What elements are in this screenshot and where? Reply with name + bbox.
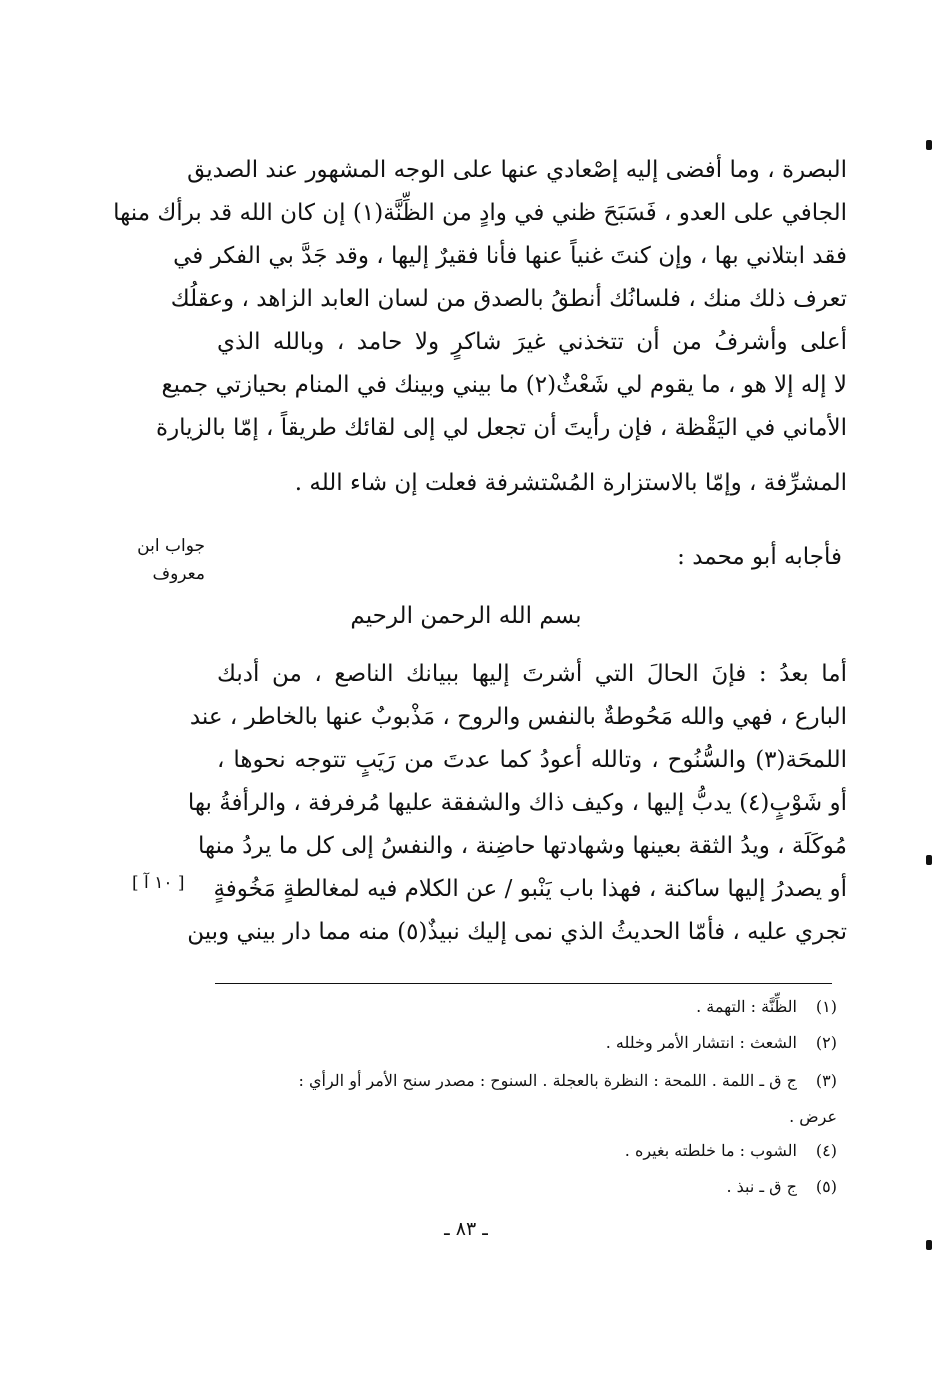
footnote (197, 994, 837, 1020)
text-line: مُوكَلَة ، ويدُ الثقة بعينها وشهادتها حاضِنة ، والنفسُ إلى كل ما يردُ منها (198, 833, 847, 859)
footnote-text: الشوب : ما خلطته بغيره . (624, 1141, 797, 1160)
margin-note-line: جواب ابن (137, 536, 205, 556)
text-line: الأماني في اليَقْظة ، فإن رأيتَ أن تجعل لي إلى لقائك طريقاً ، إمّا بالزيارة (156, 415, 847, 441)
scan-mark (926, 140, 932, 150)
scan-mark (926, 1240, 932, 1250)
footnote-text: ج ق ـ نبذ . (726, 1177, 797, 1196)
margin-note (130, 532, 205, 588)
page-number: ـ ٨٣ ـ (444, 1218, 488, 1240)
footnote-number: (١) (815, 997, 837, 1016)
text-line: تجري عليه ، فأمّا الحديثُ الذي نمى إليك نبيذٌ(٥) منه مما دار بيني وبين (187, 919, 847, 945)
text-line: البصرة ، وما أفضى إليه إصْعادي عنها على الوجه المشهور عند الصديق (187, 157, 847, 183)
footnote-number: (٤) (815, 1141, 837, 1160)
footnote-text: ج ق ـ اللمة . اللمحة : النظرة بالعجلة . السنوح : مصدر سنح الأمر أو الرأي : (298, 1071, 797, 1090)
text-line: الجافي على العدو ، فَسَبَحَ ظني في وادٍ من الظِّنَّة(١) إن كان الله قد برأك منها (113, 200, 847, 226)
footnote (197, 1174, 837, 1200)
footnote (197, 1030, 837, 1056)
footnote (197, 1068, 837, 1094)
reply-heading: فأجابه أبو محمد : (677, 544, 842, 570)
folio-marker: [ ١٠ آ ] (132, 873, 185, 893)
footnote-number: (٥) (815, 1177, 837, 1196)
footnote-divider (215, 983, 832, 984)
footnote-number: (٢) (815, 1033, 837, 1052)
basmala: بسم الله الرحمن الرحيم (350, 603, 582, 629)
footnote (197, 1138, 837, 1164)
text-line: لا إله إلا هو ، ما يقوم لي شَعْثٌ(٢) ما بيني وبينك في المنام بحيازتي جميع (161, 372, 847, 398)
text-line: فقد ابتلاني بها ، وإن كنتَ غنياً عنها فأنا فقيرٌ إليها ، وقد جَدَّ بي الفكر في (173, 243, 847, 269)
text-line: أعلى وأشرفُ من أن تتخذني غيرَ شاكرٍ ولا حامد ، وبالله الذي (217, 329, 847, 355)
footnote-text: الظِّنَّة : التهمة . (696, 997, 797, 1016)
scan-mark (926, 855, 932, 865)
margin-note-line: معروف (152, 564, 205, 584)
text-line: تعرف ذلك منك ، فلسانُك أنطقُ بالصدق من لسان العابد الزاهد ، وعقلُك (170, 286, 847, 312)
text-line: المشرِّفة ، وإمّا بالاستزارة المُسْتشرفة فعلت إن شاء الله . (294, 470, 847, 496)
text-line: أما بعدُ : فإنَ الحالَ التي أشرتَ إليها ببيانك الناصع ، من أدبك (217, 661, 847, 687)
footnote-text: الشعث : انتشار الأمر وخلله . (605, 1033, 797, 1052)
footnote-continuation (197, 1104, 837, 1130)
text-line: أو شَوْبٍ(٤) يدبُّ إليها ، وكيف ذاك والشفقة عليها مُرفرفة ، والرأفةُ بها (187, 790, 847, 816)
footnote-number: (٣) (815, 1071, 837, 1090)
text-line: اللمحَة(٣) والسُّنُوح ، وتالله أعودُ كما عدتَ من رَيَبٍ تتوجه نحوها ، (217, 747, 847, 773)
text-line: أو يصدرُ إليها ساكنة ، فهذا باب يَنْبو / عن الكلام فيه لمغالطةٍ مَخُوفةٍ (213, 876, 847, 902)
text-line: البارع ، فهي والله مَحُوطةٌ بالنفس والروح ، مَذْبوبٌ عنها بالخاطر ، عند (189, 704, 847, 730)
footnote-text: عرض . (789, 1107, 837, 1126)
